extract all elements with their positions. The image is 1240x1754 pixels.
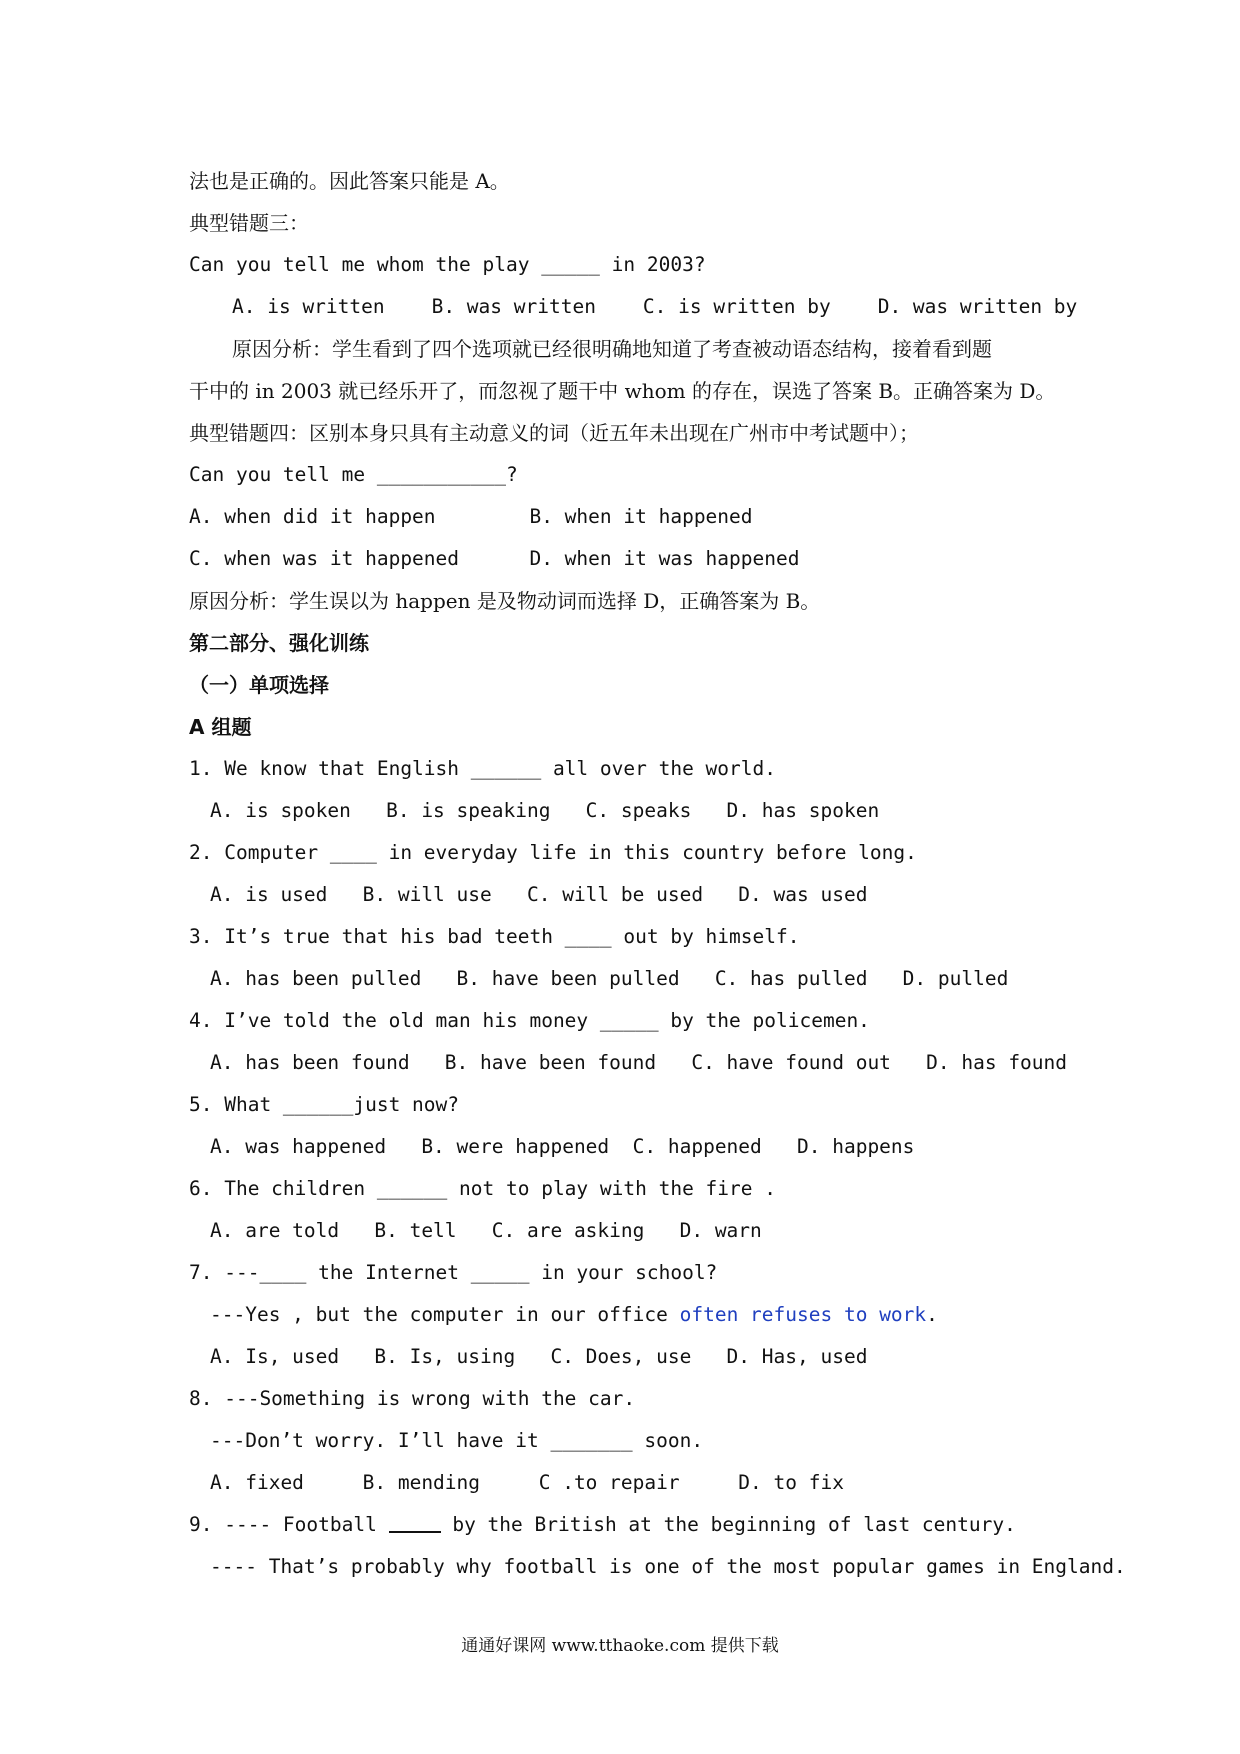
answer-options: A. fixed B. mending C .to repair D. to fix (210, 1471, 844, 1494)
hyperlink-text[interactable]: often refuses to work (679, 1303, 927, 1326)
question-text: 9. ---- Football (189, 1513, 389, 1536)
dialogue-text: . (926, 1303, 938, 1326)
answer-options: A. Is, used B. Is, using C. Does, use D. Has, used (210, 1345, 868, 1368)
question-stem: Can you tell me ___________? (189, 463, 518, 486)
section-heading: 典型错题四：区别本身只具有主动意义的词（近五年未出现在广州市中考试题中）； (189, 421, 919, 445)
answer-options: C. when was it happened D. when it was happened (189, 547, 800, 570)
section-heading: 典型错题三： (189, 211, 309, 235)
analysis-text: 原因分析：学生误以为 happen 是及物动词而选择 D，正确答案为 B。 (189, 589, 821, 613)
question-stem: 3. It’s true that his bad teeth ____ out by himself. (189, 925, 800, 948)
page-footer: 通通好课网 www.tthaoke.com 提供下载 (461, 1636, 779, 1656)
dialogue-line: ---Don’t worry. I’ll have it _______ soon. (210, 1429, 704, 1452)
question-stem: Can you tell me whom the play _____ in 2003? (189, 253, 706, 276)
answer-options: A. has been found B. have been found C. have found out D. has found (210, 1051, 1068, 1074)
analysis-text: 干中的 in 2003 就已经乐开了，而忽视了题干中 whom 的存在，误选了答案 B。正确答案为 D。 (189, 379, 1056, 403)
question-stem: 6. The children ______ not to play with the fire . (189, 1177, 776, 1200)
analysis-text: 原因分析：学生看到了四个选项就已经很明确地知道了考查被动语态结构，接着看到题 (232, 337, 992, 361)
dialogue-line: ---- That’s probably why football is one of the most popular games in England. (210, 1555, 1126, 1578)
answer-options: A. is written B. was written C. is written by D. was written by (232, 295, 1078, 318)
subsection-heading: （一）单项选择 (189, 673, 329, 697)
question-stem: 5. What ______just now? (189, 1093, 460, 1116)
question-stem: 7. ---____ the Internet _____ in your school? (189, 1261, 718, 1284)
question-stem: 4. I’ve told the old man his money _____ by the policemen. (189, 1009, 870, 1032)
question-text: by the British at the beginning of last century. (440, 1513, 1016, 1536)
answer-options: A. are told B. tell C. are asking D. warn (210, 1219, 762, 1242)
document-body (189, 160, 1126, 1588)
answer-options: A. was happened B. were happened C. happened D. happens (210, 1135, 915, 1158)
answer-options: A. has been pulled B. have been pulled C. has pulled D. pulled (210, 967, 1009, 990)
question-stem: 8. ---Something is wrong with the car. (189, 1387, 636, 1410)
part-heading: 第二部分、强化训练 (189, 631, 369, 655)
group-heading: A 组题 (189, 715, 252, 739)
dialogue-line (189, 1294, 1089, 1336)
answer-options: A. is spoken B. is speaking C. speaks D. has spoken (210, 799, 880, 822)
question-stem: 1. We know that English ______ all over the world. (189, 757, 776, 780)
question-stem (189, 1504, 1089, 1546)
answer-options: A. when did it happen B. when it happened (189, 505, 753, 528)
text-line: 法也是正确的。因此答案只能是 A。 (189, 169, 510, 193)
dialogue-text: ---Yes , but the computer in our office (210, 1303, 680, 1326)
answer-blank (389, 1511, 441, 1533)
question-stem: 2. Computer ____ in everyday life in this country before long. (189, 841, 917, 864)
answer-options: A. is used B. will use C. will be used D. was used (210, 883, 868, 906)
